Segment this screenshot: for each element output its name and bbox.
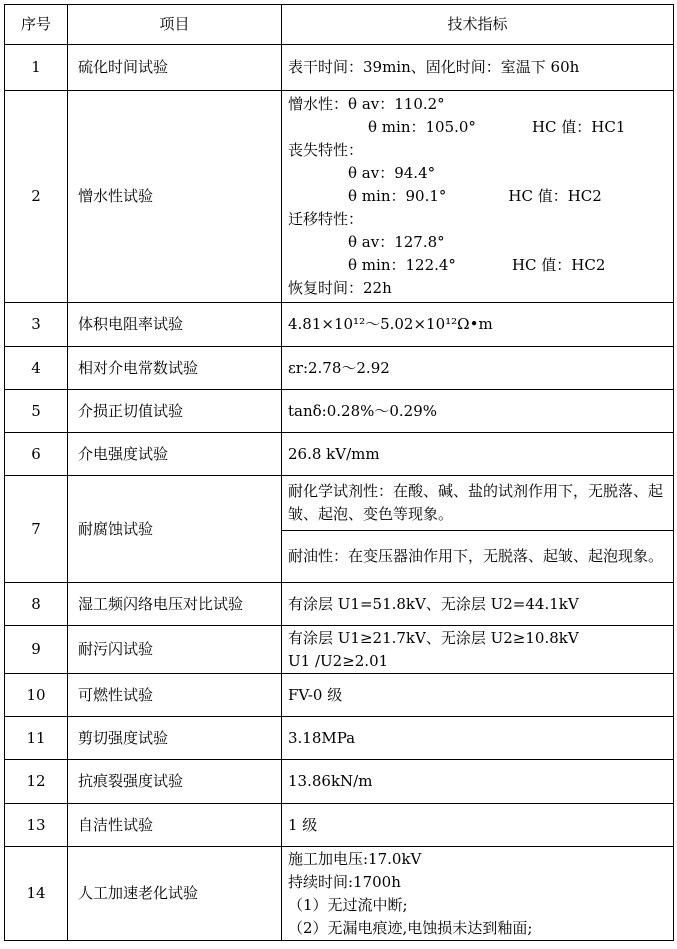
spec-line: 有涂层 U1≥21.7kV、无涂层 U2≥10.8kV xyxy=(288,628,579,647)
table-row xyxy=(5,390,674,433)
row-item: 可燃性试验 xyxy=(68,674,282,717)
table-row xyxy=(5,45,674,91)
spec-line: （2）无漏电痕迹,电蚀损未达到釉面; xyxy=(288,918,533,937)
table-row xyxy=(5,91,674,303)
spec-line: θ min：122.4° HC 值：HC2 xyxy=(348,256,606,274)
row-item: 湿工频闪络电压对比试验 xyxy=(68,583,282,626)
table-row xyxy=(5,674,674,717)
spec-line: U1 /U2≥2.01 xyxy=(288,651,389,670)
row-item: 耐污闪试验 xyxy=(68,626,282,674)
spec-line: θ min：105.0° HC 值：HC1 xyxy=(368,118,626,136)
table-header-row xyxy=(5,5,674,45)
row-spec: tanδ:0.28%～0.29% xyxy=(282,390,674,433)
row-spec-chemical: 耐化学试剂性：在酸、碱、盐的试剂作用下，无脱落、起皱、起泡、变色等现象。 xyxy=(282,476,674,531)
table-row xyxy=(5,760,674,804)
table-row xyxy=(5,433,674,476)
row-item: 抗痕裂强度试验 xyxy=(68,760,282,804)
row-no: 9 xyxy=(5,626,68,674)
row-item: 剪切强度试验 xyxy=(68,717,282,760)
row-no: 6 xyxy=(5,433,68,476)
header-item: 项目 xyxy=(68,5,282,45)
spec-line: θ min：90.1° HC 值：HC2 xyxy=(348,187,602,205)
row-item: 介电强度试验 xyxy=(68,433,282,476)
row-no: 10 xyxy=(5,674,68,717)
row-item: 体积电阻率试验 xyxy=(68,303,282,347)
row-no: 4 xyxy=(5,347,68,390)
row-spec xyxy=(282,626,674,674)
spec-table xyxy=(4,4,674,941)
row-spec-oil: 耐油性：在变压器油作用下，无脱落、起皱、起泡现象。 xyxy=(282,531,674,583)
row-spec: 3.18MPa xyxy=(282,717,674,760)
row-no: 8 xyxy=(5,583,68,626)
spec-line: θ av：127.8° xyxy=(348,233,445,251)
row-spec: εr:2.78～2.92 xyxy=(282,347,674,390)
row-no: 14 xyxy=(5,847,68,941)
row-spec: 13.86kN/m xyxy=(282,760,674,804)
header-spec: 技术指标 xyxy=(282,5,674,45)
table-row xyxy=(5,583,674,626)
row-spec xyxy=(282,847,674,941)
spec-line: 恢复时间：22h xyxy=(288,279,392,297)
spec-line: 丧失特性： xyxy=(288,141,364,159)
row-spec: 表干时间：39min、固化时间：室温下 60h xyxy=(282,45,674,91)
row-no: 2 xyxy=(5,91,68,303)
spec-line: 持续时间:1700h xyxy=(288,872,401,891)
header-no: 序号 xyxy=(5,5,68,45)
table-row xyxy=(5,847,674,941)
row-no: 3 xyxy=(5,303,68,347)
row-no: 5 xyxy=(5,390,68,433)
row-no: 11 xyxy=(5,717,68,760)
table-row xyxy=(5,347,674,390)
table-row xyxy=(5,717,674,760)
row-item: 介损正切值试验 xyxy=(68,390,282,433)
spec-line: 憎水性：θ av：110.2° xyxy=(288,95,445,113)
row-spec: 4.81×10¹²～5.02×10¹²Ω•m xyxy=(282,303,674,347)
spec-line: θ av：94.4° xyxy=(348,164,436,182)
row-item: 耐腐蚀试验 xyxy=(68,476,282,583)
row-spec: 有涂层 U1=51.8kV、无涂层 U2=44.1kV xyxy=(282,583,674,626)
row-no: 13 xyxy=(5,804,68,847)
row-spec: 26.8 kV/mm xyxy=(282,433,674,476)
table-row xyxy=(5,626,674,674)
row-spec xyxy=(282,91,674,303)
table-row xyxy=(5,476,674,531)
spec-line: 迁移特性： xyxy=(288,210,364,228)
row-spec: FV-0 级 xyxy=(282,674,674,717)
row-item: 憎水性试验 xyxy=(68,91,282,303)
table-row xyxy=(5,804,674,847)
table-row xyxy=(5,303,674,347)
row-item: 相对介电常数试验 xyxy=(68,347,282,390)
row-no: 7 xyxy=(5,476,68,583)
row-no: 12 xyxy=(5,760,68,804)
row-item: 人工加速老化试验 xyxy=(68,847,282,941)
row-item: 硫化时间试验 xyxy=(68,45,282,91)
spec-line: 施工加电压:17.0kV xyxy=(288,849,422,868)
spec-line: （1）无过流中断; xyxy=(288,895,408,914)
row-item: 自洁性试验 xyxy=(68,804,282,847)
row-no: 1 xyxy=(5,45,68,91)
row-spec: 1 级 xyxy=(282,804,674,847)
